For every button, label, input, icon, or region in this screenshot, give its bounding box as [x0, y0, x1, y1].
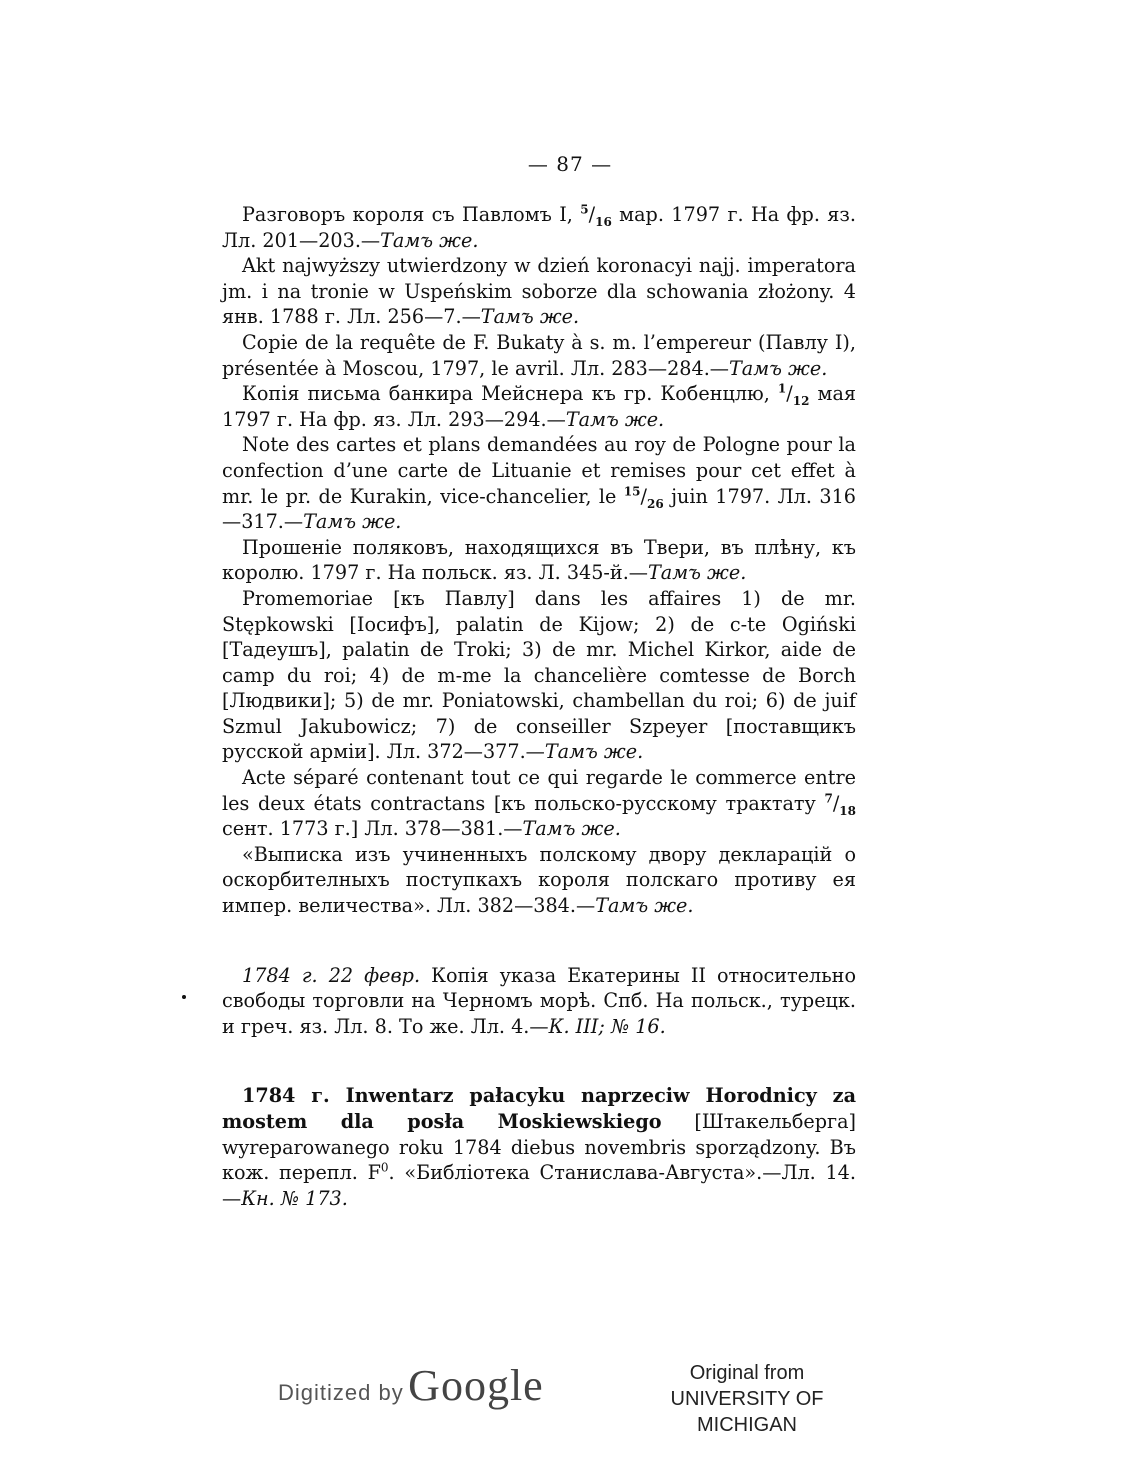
reference: К. III; № 16.: [548, 1014, 666, 1038]
fraction: $^{15}/_{26}$: [623, 484, 664, 511]
margin-dot: [182, 995, 186, 999]
entry-kopia-meisner: Копія письма банкира Мейснера къ гр. Кобенцлю, $^1/_{12}$ мая 1797 г. На фр. яз. Лл. 293—294.—Тамъ же.: [222, 381, 856, 431]
entry-akt: Akt najwyższy utwierdzony w dzień koronacyi najj. imperatora jm. i na tronie w Uspeńskim soborze dla schowania złożony. 4 янв. 1788 г. Лл. 256—7.—Тамъ же.: [222, 254, 856, 329]
reference: Тамъ же.: [648, 561, 747, 585]
reference: Тамъ же.: [729, 356, 828, 380]
reference: Тамъ же.: [480, 305, 580, 329]
reference: Тамъ же.: [522, 817, 621, 841]
entry-note-cartes: Note des cartes et plans demandées au roy de Pologne pour la confection d’une carte de Lituanie et remises pour cet effet à mr. le pr. de Kurakin, vice-chancelier, le $^{15}/_{26}$ juin 1797. Лл. 316—317.—Тамъ же.: [222, 433, 856, 534]
fraction: $^7/_{18}$: [824, 791, 856, 818]
original-source-credit: Original from UNIVERSITY OF MICHIGAN: [670, 1362, 824, 1436]
entry-1784-inventory: 1784 г. Inwentarz pałacyku naprzeciw Horodnicy za mostem dla posła Moskiewskiego [Штакельберга] wyreparowanego roku 1784 diebus novembris sporządzony. Въ кож. перепл. $F^0$. «Библіотека Станислава-Августа».—Лл. 14.—Кн. № 173.: [222, 1084, 856, 1210]
google-logo: Google: [408, 1361, 544, 1410]
entry-proshenie: Прошеніе поляковъ, находящихся въ Твери, въ плѣну, къ королю. 1797 г. На польск. яз. Л. 345-й.—Тамъ же.: [222, 535, 856, 585]
reference: Тамъ же.: [380, 228, 479, 252]
entry-title: 1784 г. Inwentarz pałacyku naprzeciw Horodnicy za mostem dla posła Moskiewskiego: [222, 1084, 856, 1133]
entry-razgovor: Разговоръ короля съ Павломъ I, $^5/_{16}$ мар. 1797 г. На фр. яз. Лл. 201—203.—Тамъ же.: [222, 202, 856, 252]
entry-vypiska: «Выписка изъ учиненныхъ полскому двору декларацій о оскорбителныхъ поступкахъ короля полскаго противу ея импер. величества». Лл. 382—384.—Тамъ же.: [222, 842, 856, 918]
reference: Тамъ же.: [303, 510, 402, 534]
entry-copie: Copie de la requête de F. Bukaty à s. m. l’empereur (Павлу I), présentée à Moscou, 1797, le avril. Лл. 283—284.—Тамъ же.: [222, 330, 856, 380]
page-number: — 87 —: [527, 152, 613, 176]
entry-acte-separe: Acte séparé contenant tout ce qui regarde le commerce entre les deux états contractans [къ польско-русскому трактату $^7/_{18}$ сент. 1773 г.] Лл. 378—381.—Тамъ же.: [222, 766, 856, 841]
document-body: [222, 202, 856, 1211]
fraction: $^5/_{16}$: [580, 202, 612, 229]
entry-1784-decree: 1784 г. 22 февр. Копія указа Екатерины II относительно свободы торговли на Черномъ морѣ. Спб. На польск., турецк. и греч. яз. Лл. 8. То же. Лл. 4.—К. III; № 16.: [222, 963, 856, 1038]
reference: Тамъ же.: [544, 740, 644, 764]
reference: Кн. № 173.: [241, 1186, 348, 1210]
fraction: $^1/_{12}$: [777, 381, 810, 408]
reference: Тамъ же.: [595, 894, 694, 918]
entry-promemoriae: Promemoriae [къ Павлу] dans les affaires 1) de mr. Stępkowski [Іосифъ], palatin de Kijow; 2) de c-te Ogiński [Тадеушъ], palatin de Troki; 3) de mr. Michel Kirkor, aide de camp du roi; 4) de m-me la chancelière comtesse de Borch [Людвики]; 5) de mr. Poniatowski, chambellan du roi; 6) de juif Szmul Jakubowicz; 7) de conseiller Szpeyer [поставщикъ русской арміи]. Лл. 372—377.—Тамъ же.: [222, 586, 856, 764]
digitized-by-google-watermark: Digitized by Google: [278, 1361, 544, 1410]
entry-date: 1784 г. 22 февр.: [242, 963, 421, 987]
reference: Тамъ же.: [565, 407, 665, 431]
